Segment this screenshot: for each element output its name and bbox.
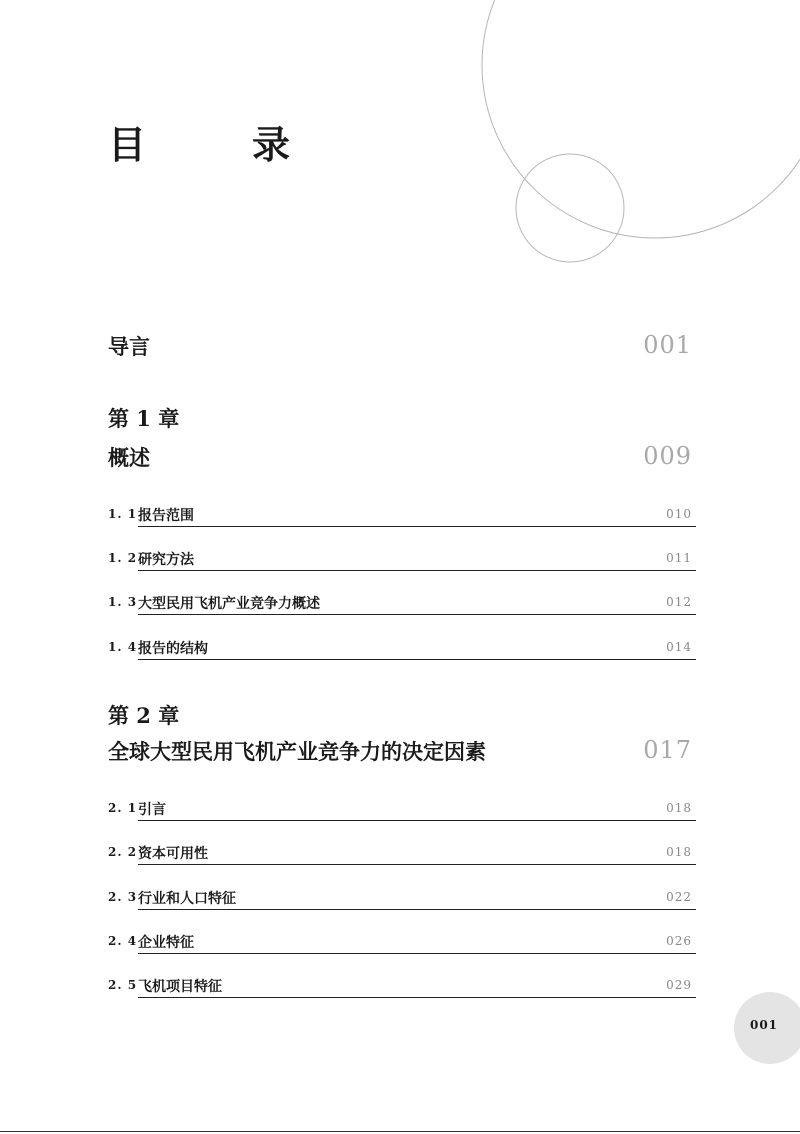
chapter-1-number: 第 1 章 [108, 406, 180, 431]
chapter-2-title: 全球大型民用飞机产业竞争力的决定因素 [108, 739, 486, 764]
section-number: 2. 1 [108, 801, 138, 815]
section-number: 2. 5 [108, 978, 138, 992]
toc-section-1-4[interactable] [108, 637, 696, 661]
section-number: 2. 3 [108, 890, 138, 904]
section-title: 资本可用性 [138, 846, 208, 862]
small-circle [516, 154, 624, 262]
toc-section-2-1[interactable] [108, 798, 696, 822]
section-page-number: 010 [666, 507, 692, 521]
toc-section-2-3[interactable] [108, 887, 696, 911]
section-page-number: 018 [666, 801, 692, 815]
section-number: 2. 2 [108, 845, 138, 859]
folio-page-number: 001 [749, 1018, 779, 1032]
section-page-number: 018 [666, 845, 692, 859]
section-rule [138, 504, 696, 527]
intro-page-number: 001 [643, 331, 692, 359]
section-title: 大型民用飞机产业竞争力概述 [138, 596, 320, 612]
section-title: 研究方法 [138, 552, 194, 568]
section-rule [138, 975, 696, 998]
toc-section-1-2[interactable] [108, 548, 696, 572]
chapter-2-page-number: 017 [643, 736, 692, 764]
section-title: 引言 [138, 802, 166, 818]
section-number: 2. 4 [108, 934, 138, 948]
chapter-1-page-number: 009 [643, 442, 692, 470]
section-page-number: 029 [666, 978, 692, 992]
large-arc [482, 0, 800, 238]
section-number: 1. 4 [108, 640, 138, 654]
section-title: 飞机项目特征 [138, 979, 222, 995]
section-page-number: 011 [666, 551, 692, 565]
section-rule [138, 637, 696, 660]
section-page-number: 014 [666, 640, 692, 654]
toc-section-2-2[interactable] [108, 842, 696, 866]
section-page-number: 022 [666, 890, 692, 904]
section-title: 行业和人口特征 [138, 891, 236, 907]
chapter-2-number: 第 2 章 [108, 703, 180, 728]
section-rule [138, 548, 696, 571]
section-number: 1. 3 [108, 595, 138, 609]
toc-entry-intro[interactable] [108, 331, 696, 359]
section-title: 报告的结构 [138, 641, 208, 657]
section-rule [138, 887, 696, 910]
page-title: 目 录 [108, 122, 325, 167]
section-rule [138, 592, 696, 615]
toc-section-1-1[interactable] [108, 504, 696, 528]
section-title: 企业特征 [138, 935, 194, 951]
intro-title: 导言 [108, 334, 150, 359]
toc-entry-chapter-2[interactable] [108, 736, 696, 764]
toc-section-1-3[interactable] [108, 592, 696, 616]
section-title: 报告范围 [138, 508, 194, 524]
section-page-number: 012 [666, 595, 692, 609]
toc-entry-chapter-1[interactable] [108, 442, 696, 470]
bottom-rule [0, 1131, 800, 1132]
section-rule [138, 842, 696, 865]
toc-section-2-5[interactable] [108, 975, 696, 999]
chapter-1-title: 概述 [108, 445, 150, 470]
toc-section-2-4[interactable] [108, 931, 696, 955]
section-rule [138, 931, 696, 954]
section-number: 1. 2 [108, 551, 138, 565]
section-rule [138, 798, 696, 821]
folio-circle [734, 992, 800, 1064]
section-number: 1. 1 [108, 507, 138, 521]
section-page-number: 026 [666, 934, 692, 948]
